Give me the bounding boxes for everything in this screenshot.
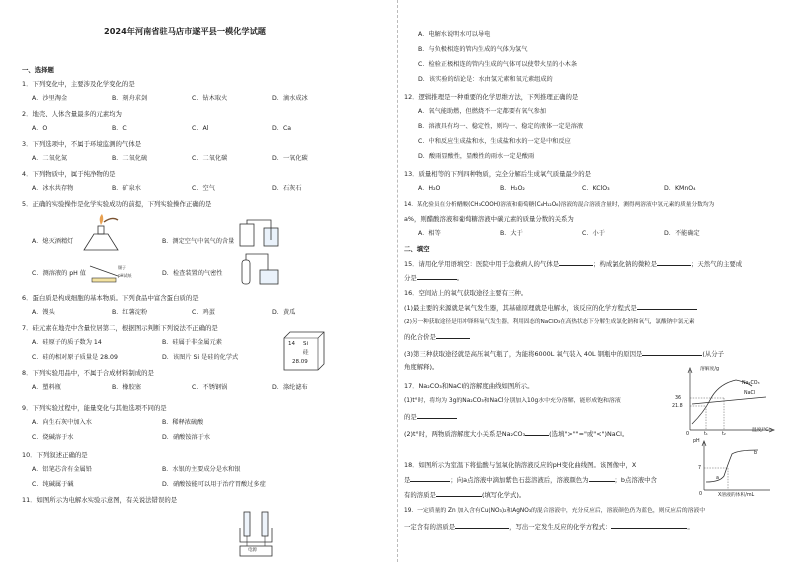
solubility-y36: 36 [675,396,682,401]
q19-blank-1[interactable] [455,522,509,529]
tile-symbol: Si [303,341,309,347]
ph-ylabel: pH [693,439,700,444]
q16-sub2b-text: 的化合价是 [404,333,436,341]
q16-sub3 [404,349,724,358]
ph-chart [694,436,774,500]
q10-option-b: B．水银的主要成分是水和银 [162,466,241,473]
section-fill: 二、填空 [404,245,430,253]
tile-mass: 28.09 [292,359,308,365]
q11-option-b: B．与负极相连的管内生成的气体为氢气 [418,46,528,53]
q10-option-c: C．纯碱属于碱 [32,481,74,488]
ph-origin: 0 [699,492,703,497]
solubility-xlabel: 温度/℃ [752,428,769,433]
section-choice: 一、选择题 [22,66,54,74]
q12-option-c: C．中和反应生成盐和水，生成盐和水的一定是中和反应 [418,138,571,145]
q18-part1: 是 [404,476,411,484]
q4-option-c: C．空气 [192,185,215,192]
q7-option-b: B．硅属于非金属元素 [162,339,222,346]
q1-option-a: A．沙里淘金 [32,95,68,102]
q13-option-b: B．H₂O₂ [500,185,525,192]
q15-part1: 15．请用化学用语填空：医院中用于急救病人的气体是 [404,260,560,268]
ph-xlabel: X溶液的体积/mL [718,493,755,498]
q2-option-a: A．O [32,125,48,132]
q17-stem: 17．Na₂CO₃和NaCl的溶解度曲线如图所示。 [404,382,534,390]
q1-option-c: C．钻木取火 [192,95,228,102]
q4-option-a: A．冰水共存物 [32,185,74,192]
q6-option-b: B．红薯淀粉 [112,309,148,316]
q17-blank-1[interactable] [417,412,457,419]
q18-line2 [404,475,657,484]
q19-line2 [404,522,694,531]
q13-option-c: C．KClO₃ [582,185,610,192]
q7-option-c: C．硅的相对原子质量是 28.09 [32,354,118,361]
tile-name: 硅 [303,350,309,356]
q18-part2: ；向a点溶液中滴加紫色石蕊溶液后，溶液颜色为 [450,476,589,484]
ph-point-a: a [716,476,719,481]
q6-option-c: C．鸡蛋 [192,309,215,316]
q19-blank-2[interactable] [611,522,687,529]
q12-option-d: D．酸雨显酸性，显酸性的雨水一定是酸雨 [418,153,535,160]
q5-option-d: D．检查装置的气密性 [162,270,223,277]
q8-option-d: D．涤纶滤布 [272,384,308,391]
q16-sub3-line2: 角度解释)。 [404,363,439,371]
q12-stem: 12．逻辑推理是一种重要的化学思维方法，下列推理正确的是 [404,93,579,101]
q18-part5: (填写化学式)。 [481,491,526,499]
q3-stem: 3．下列选项中，不属于环境监测的气体是 [22,140,142,148]
q1-option-b: B．刻舟求剑 [112,95,148,102]
solubility-ylabel: 溶解度/g [700,367,720,372]
q2-option-d: D．Ca [272,125,292,132]
q2-option-c: C．Al [192,125,209,132]
q17-sub2b-text: (选填">""="或"<")NaCl。 [549,430,629,438]
q8-option-c: C．不锈钢锅 [192,384,228,391]
q16-sub1-text: (1)最主要的来源就是氧气发生器，其基础原理就是电解水，该反应的化学方程式是 [404,304,637,312]
q17-sub1b-text: 的是 [404,413,417,421]
q15-blank-3[interactable] [417,273,457,280]
solubility-t1: t₁ [704,432,708,437]
legend-na2co3: Na₂CO₃ [742,381,760,386]
q10-stem: 10．下列叙述正确的是 [22,451,88,459]
q16-sub1 [404,303,697,312]
q15-part5: 。 [456,274,464,282]
ph-paper-label: pH试纸 [118,273,132,278]
airtightness-apparatus [238,252,282,286]
q5-option-c: C．测溶液的 pH 值 [32,270,86,277]
q16-sub2-line2 [404,332,470,341]
q18-part4: 有的溶质是 [404,491,436,499]
q18-blank-1[interactable] [410,475,450,482]
q16-sub2: (2)另一种获取途径是用冲锋料氧气发生器，利用固态的NaClO₃在高热状态下分解生成氯化钠和氧气，氯酸钠中氯元素 [404,319,695,325]
q8-option-a: A．塑料瓶 [32,384,61,391]
q6-option-a: A．馒头 [32,309,55,316]
q9-option-d: D．硝酸铵溶于水 [162,434,211,441]
q9-option-c: C．烧碱溶于水 [32,434,74,441]
q14-stem-line2: a%，则醋酸溶液和葡萄糖溶液中碳元素的质量分数的关系为 [404,215,574,223]
solubility-x0: 0 [686,432,690,437]
q15-line2 [404,273,463,282]
q12-option-a: A．氧气能助燃，但燃烧不一定都要有氧气参加 [418,108,546,115]
q9-stem: 9．下列实验过程中，能量变化与其他选项不同的是 [22,404,167,412]
q15-blank-1[interactable] [559,259,593,266]
q14-option-c: C．小于 [582,230,605,237]
q16-blank-1[interactable] [637,303,697,310]
q16-blank-3[interactable] [642,349,702,356]
q16-sub3b-text: (从分子 [702,350,725,358]
solubility-y21: 21.8 [672,404,683,409]
ph-tweezers-label: 镊子 [118,265,126,270]
q7-option-d: D．该图片 Si 是硅的化学式 [162,354,239,361]
q5-stem: 5．正确的实验操作是化学实验成功的前提，下列实验操作正确的是 [22,200,212,208]
oxygen-content-apparatus [238,218,282,250]
q5-option-a: A．熄灭酒精灯 [32,238,74,245]
q8-option-b: B．橡胶塞 [112,384,141,391]
alcohol-lamp-figure [78,212,122,252]
q1-option-d: D．滴水成冰 [272,95,308,102]
q17-sub2a-text: (2)t°时，两物质溶解度大小关系是Na₂CO₃ [404,430,526,438]
q2-stem: 2．地壳、人体含量最多的元素均为 [22,110,122,118]
q4-stem: 4．下列物质中，属于纯净物的是 [22,170,116,178]
q19-part3: 。 [687,523,694,531]
q18-line1: 18．如图所示为室温下将盐酸与氢氧化钠溶液反应的pH变化曲线图。该图像中，X [404,461,637,469]
q17-sub2 [404,429,628,438]
q15-line1 [404,259,742,268]
q10-option-d: D．硝酸铵能可以用于治疗胃酸过多症 [162,481,266,488]
q9-option-b: B．稀释浓硫酸 [162,419,204,426]
q18-blank-2[interactable] [589,475,615,482]
q11-option-a: A．电解水说明水可以导电 [418,31,491,38]
q3-option-a: A．二氧化氮 [32,155,68,162]
q7-option-a: A．硅原子的质子数为 14 [32,339,102,346]
q19-line1: 19．一定质量的 Zn 加入含有Cu(NO₃)₂和AgNO₃的混合溶液中，充分反应后，溶液颜色仍为蓝色，则反应后的溶液中 [404,508,706,514]
q13-option-d: D．KMnO₄ [664,185,696,192]
tile-atomic-number: 14 [288,341,295,347]
q6-option-d: D．黄瓜 [272,309,296,316]
q17-sub1: (1)t°时，将均为 3g的Na₂CO₃和NaCl分别加入10g水中充分溶解，能形成饱和溶液 [404,398,621,404]
q15-blank-2[interactable] [657,259,691,266]
q18-part3: ；b点溶液中含 [614,476,657,484]
q11-stem: 11．如图所示为电解水实验示意图，有关说法错误的是 [22,496,178,504]
q16-blank-2[interactable] [436,332,470,339]
q17-blank-2[interactable] [525,429,549,436]
q19-part1: 一定含有的溶质是 [404,523,456,531]
q13-stem: 13．质量相等的下列四种物质，完全分解后生成氧气质量最少的是 [404,170,592,178]
q10-option-a: A．铝笔芯含有金属铅 [32,466,92,473]
q15-part4: 分是 [404,274,417,282]
q14-option-a: A．相等 [418,230,441,237]
ph-point-b: b [754,451,758,456]
q14-option-b: B．大于 [500,230,523,237]
q6-stem: 6．蛋白质是构成细胞的基本物质。下列食品中富含蛋白质的是 [22,294,199,302]
q15-part2: ；构成氯化钠的微粒是 [593,260,658,268]
q1-stem: 1．下列变化中，主要涉及化学变化的是 [22,80,135,88]
q7-stem: 7．硅元素在地壳中含量位居第二，根据图示判断下列说法不正确的是 [22,324,218,332]
ph-curve [706,450,758,482]
q14-option-d: D．不能确定 [664,230,700,237]
q9-option-a: A．向生石灰中加入水 [32,419,92,426]
ph-y7: 7 [698,466,702,471]
column-divider [397,0,398,562]
q3-option-d: D．一氧化碳 [272,155,308,162]
q12-option-b: B．溶液具有均一、稳定性，则均一、稳定的液体一定是溶液 [418,123,584,130]
q4-option-b: B．矿泉水 [112,185,141,192]
q16-sub3-text: (3)第三种获取途径就是高压氧气瓶了，为能将6000L 氧气装入 40L 钢瓶中的原因是 [404,350,643,358]
q13-option-a: A．H₂O [418,185,441,192]
q11-option-c: C．检验正极相连的管内生成的气体可以使带火星的小木条 [418,61,578,68]
q4-option-d: D．石灰石 [272,185,302,192]
legend-nacl: NaCl [744,391,756,396]
q11-option-d: D．该实验的结论是：水由氢元素和氧元素组成的 [418,76,553,83]
q16-stem: 16．空间站上的氧气获取途径主要有三种。 [404,289,528,297]
q14-stem-line1: 14．某化验员在分析醋酸(CH₃COOH)溶液和葡萄糖(C₆H₁₂O₆)溶液的混合溶液含量时，测得两溶液中氢元素的质量分数均为 [404,202,715,208]
q19-part2: ，写出一定发生反应的化学方程式： [509,523,612,531]
q17-sub1-line2 [404,412,457,421]
q18-blank-3[interactable] [436,490,482,497]
q3-option-b: B．二氧化硫 [112,155,148,162]
power-supply-label: 电源 [248,548,257,553]
exam-title: 2024年河南省驻马店市遂平县一模化学试题 [104,26,266,36]
q5-option-b: B．测定空气中氧气的含量 [162,238,235,245]
q2-option-b: B．C [112,125,127,132]
q3-option-c: C．二氧化碳 [192,155,228,162]
nacl-curve [692,397,766,404]
q15-part3: ；天然气的主要成 [691,260,743,268]
q8-stem: 8．下列实验用品中，不属于合成材料制成的是 [22,369,154,377]
solubility-t2: t₂ [722,432,726,437]
q18-line3 [404,490,525,499]
